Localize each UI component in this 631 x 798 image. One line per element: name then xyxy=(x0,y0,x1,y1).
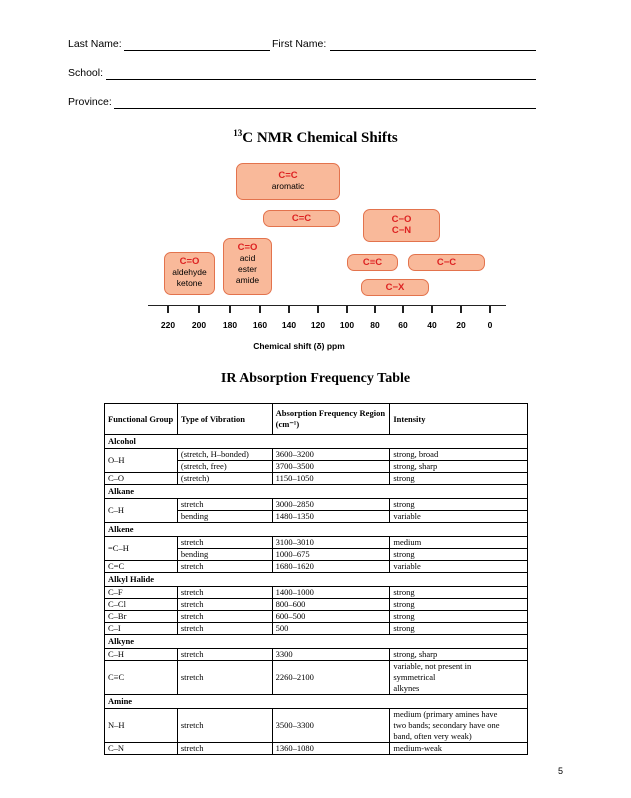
nmr-tick-label: 100 xyxy=(339,320,355,330)
group-alkyl-halide: Alkyl Halide xyxy=(105,573,528,587)
cell-intensity: strong xyxy=(390,611,528,623)
nmr-title: $^{13}$C NMR Chemical Shifts xyxy=(233,128,398,146)
cell-intensity: strong, sharp xyxy=(390,649,528,661)
nmr-tick xyxy=(346,305,348,313)
nmr-tick-label: 60 xyxy=(398,320,408,330)
group-row xyxy=(105,485,528,499)
nmr-tick xyxy=(402,305,404,313)
nmr-tick-label: 120 xyxy=(310,320,326,330)
cell-fg: C–N xyxy=(105,743,178,755)
table-header-row xyxy=(105,404,528,435)
cell-frequency: 3100–3010 1000–675 xyxy=(272,537,390,561)
nmr-tick xyxy=(317,305,319,313)
table-row xyxy=(105,587,528,599)
cell-frequency: 1360–1080 xyxy=(272,743,390,755)
cell-fg: C–H xyxy=(105,499,178,523)
nmr-box-alkane: C−C xyxy=(408,254,485,271)
nmr-tick-label: 220 xyxy=(160,320,176,330)
table-row xyxy=(105,537,528,561)
cell-frequency: 1400–1000 xyxy=(272,587,390,599)
table-row xyxy=(105,449,528,473)
cell-fg: C–Cl xyxy=(105,599,178,611)
nmr-axis xyxy=(148,305,506,306)
cell-fg: C≡C xyxy=(105,661,178,695)
cell-intensity: strong xyxy=(390,587,528,599)
cell-intensity: strong xyxy=(390,473,528,485)
cell-intensity: medium-weak xyxy=(390,743,528,755)
nmr-tick-label: 20 xyxy=(456,320,466,330)
ir-table xyxy=(104,403,528,755)
cell-vibration: stretch xyxy=(177,561,272,573)
nmr-box-alkyne: C≡C xyxy=(347,254,398,271)
cell-fg: N–H xyxy=(105,709,178,743)
cell-frequency: 800–600 xyxy=(272,599,390,611)
cell-frequency: 3600–3200 3700–3500 xyxy=(272,449,390,473)
table-row xyxy=(105,473,528,485)
cell-frequency: 2260–2100 xyxy=(272,661,390,695)
nmr-tick xyxy=(431,305,433,313)
cell-vibration: stretch xyxy=(177,611,272,623)
cell-fg: C–Br xyxy=(105,611,178,623)
nmr-tick-label: 140 xyxy=(281,320,297,330)
ir-title: IR Absorption Frequency Table xyxy=(220,371,411,386)
group-alkene: Alkene xyxy=(105,523,528,537)
cell-intensity: medium (primary amines have two bands; secondary have one band, often very weak) xyxy=(390,709,528,743)
cell-fg: C–O xyxy=(105,473,178,485)
cell-fg: O–H xyxy=(105,449,178,473)
header-functional-group: Functional Group xyxy=(105,404,178,435)
nmr-tick-label: 40 xyxy=(427,320,437,330)
nmr-axis-label: Chemical shift (δ) ppm xyxy=(253,341,345,351)
cell-vibration: stretch xyxy=(177,587,272,599)
cell-intensity: medium strong xyxy=(390,537,528,561)
nmr-tick-label: 80 xyxy=(370,320,380,330)
cell-vibration: stretch bending xyxy=(177,537,272,561)
nmr-tick-label: 160 xyxy=(252,320,268,330)
cell-vibration: stretch xyxy=(177,709,272,743)
nmr-tick xyxy=(489,305,491,313)
cell-frequency: 1680–1620 xyxy=(272,561,390,573)
cell-frequency: 500 xyxy=(272,623,390,635)
cell-vibration: stretch xyxy=(177,649,272,661)
first-name-label: First Name: xyxy=(272,38,327,50)
nmr-box-co-cn: C−O C−N xyxy=(363,209,440,242)
nmr-tick xyxy=(167,305,169,313)
nmr-tick-label: 180 xyxy=(222,320,238,330)
cell-intensity: strong variable xyxy=(390,499,528,523)
cell-intensity: strong, broad strong, sharp xyxy=(390,449,528,473)
cell-fg: C–F xyxy=(105,587,178,599)
nmr-box-halide: C−X xyxy=(361,279,429,296)
cell-intensity: variable, not present in symmetrical alkynes xyxy=(390,661,528,695)
cell-frequency: 3500–3300 xyxy=(272,709,390,743)
nmr-tick-label: 200 xyxy=(191,320,207,330)
cell-fg: C–I xyxy=(105,623,178,635)
cell-frequency: 3000–2850 1480–1350 xyxy=(272,499,390,523)
cell-fg: C=C xyxy=(105,561,178,573)
group-alkane: Alkane xyxy=(105,485,528,499)
school-field[interactable] xyxy=(106,79,536,80)
cell-vibration: (stretch, H–bonded) (stretch, free) xyxy=(177,449,272,473)
table-row xyxy=(105,561,528,573)
province-field[interactable] xyxy=(114,108,536,109)
table-row xyxy=(105,649,528,661)
table-row xyxy=(105,709,528,743)
cell-frequency: 3300 xyxy=(272,649,390,661)
cell-fg: C–H xyxy=(105,649,178,661)
cell-intensity: strong xyxy=(390,623,528,635)
table-row xyxy=(105,499,528,523)
cell-frequency: 1150–1050 xyxy=(272,473,390,485)
first-name-field[interactable] xyxy=(330,50,536,51)
group-row xyxy=(105,695,528,709)
table-row xyxy=(105,599,528,611)
group-row xyxy=(105,523,528,537)
cell-frequency: 600–500 xyxy=(272,611,390,623)
header-intensity: Intensity xyxy=(390,404,528,435)
nmr-box-alkene: C=C xyxy=(263,210,340,227)
cell-intensity: strong xyxy=(390,599,528,611)
header-frequency: Absorption Frequency Region (cm⁻¹) xyxy=(272,404,390,435)
cell-intensity: variable xyxy=(390,561,528,573)
nmr-tick xyxy=(259,305,261,313)
province-label: Province: xyxy=(68,96,112,108)
group-row xyxy=(105,573,528,587)
last-name-field[interactable] xyxy=(124,50,270,51)
page-marker: 5 xyxy=(558,766,564,776)
nmr-tick xyxy=(374,305,376,313)
group-row xyxy=(105,435,528,449)
table-row xyxy=(105,743,528,755)
nmr-box-aldehyde-ketone: C=O aldehyde ketone xyxy=(164,252,215,295)
group-alkyne: Alkyne xyxy=(105,635,528,649)
cell-vibration: stretch xyxy=(177,743,272,755)
nmr-tick xyxy=(229,305,231,313)
cell-vibration: stretch xyxy=(177,599,272,611)
nmr-box-aromatic: C=C aromatic xyxy=(236,163,340,200)
nmr-tick-label: 0 xyxy=(487,320,493,330)
table-row xyxy=(105,611,528,623)
nmr-tick xyxy=(198,305,200,313)
last-name-label: Last Name: xyxy=(68,38,122,50)
header-vibration: Type of Vibration xyxy=(177,404,272,435)
cell-vibration: stretch xyxy=(177,661,272,695)
table-row xyxy=(105,661,528,695)
nmr-tick xyxy=(460,305,462,313)
nmr-tick xyxy=(288,305,290,313)
school-label: School: xyxy=(68,67,104,79)
nmr-box-acid-ester-amide: C=O acid ester amide xyxy=(223,238,272,295)
cell-vibration: stretch xyxy=(177,623,272,635)
cell-vibration: stretch bending xyxy=(177,499,272,523)
cell-fg: =C–H xyxy=(105,537,178,561)
table-row xyxy=(105,623,528,635)
group-alcohol: Alcohol xyxy=(105,435,528,449)
cell-vibration: (stretch) xyxy=(177,473,272,485)
group-row xyxy=(105,635,528,649)
group-amine: Amine xyxy=(105,695,528,709)
